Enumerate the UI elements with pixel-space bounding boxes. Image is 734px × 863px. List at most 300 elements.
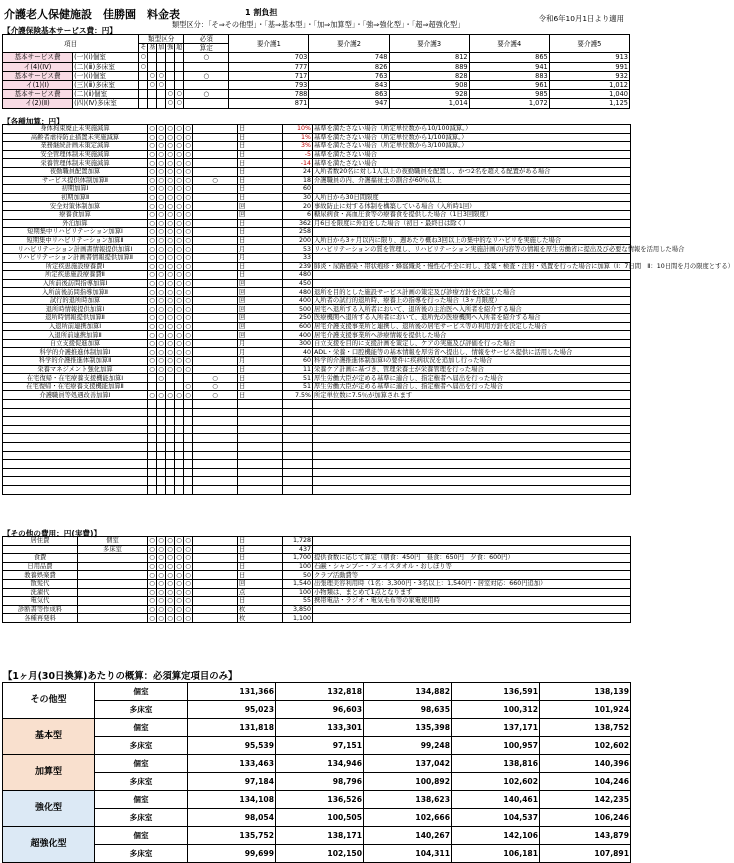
type-flag: ○ xyxy=(185,288,191,296)
estimate-value: 99,699 xyxy=(188,845,276,863)
required-flag xyxy=(193,597,238,606)
estimate-value: 100,505 xyxy=(276,809,364,827)
fee-value: 932 xyxy=(549,71,629,80)
required-flag: ○ xyxy=(184,53,229,62)
table-row xyxy=(3,545,631,554)
fee-value: 947 xyxy=(309,99,389,108)
empty-cell xyxy=(148,451,157,460)
type-flag: ○ xyxy=(167,176,173,184)
type-flag: ○ xyxy=(167,563,173,571)
type-flag: ○ xyxy=(167,279,173,287)
type-flag: ○ xyxy=(185,571,191,579)
service-name: 基本サービス費 xyxy=(3,71,73,80)
room-type: (二)(ⅱ)個室 xyxy=(73,90,139,99)
type-flag: ○ xyxy=(185,322,191,330)
type-flag xyxy=(139,80,148,89)
table-row xyxy=(3,719,631,737)
unit: 回 xyxy=(238,210,283,219)
empty-cell xyxy=(166,425,175,434)
required-flag xyxy=(193,253,238,262)
addition-name: 入所前後訪問指導加算Ⅰ xyxy=(3,279,148,288)
type-flag: ○ xyxy=(158,228,164,236)
empty-cell xyxy=(193,425,238,434)
empty-cell xyxy=(184,442,193,451)
table-row xyxy=(3,296,631,305)
fee-value: 788 xyxy=(229,90,309,99)
fee-value: 717 xyxy=(229,71,309,80)
estimate-value: 100,892 xyxy=(364,773,452,791)
type-flag: ○ xyxy=(149,159,155,167)
table-row xyxy=(3,279,631,288)
type-flag: ○ xyxy=(149,133,155,141)
type-flag: ○ xyxy=(176,545,182,553)
empty-row xyxy=(3,468,631,477)
cost-description xyxy=(313,537,631,546)
required-flag xyxy=(193,322,238,331)
empty-cell xyxy=(148,477,157,486)
empty-cell xyxy=(148,485,157,494)
type-flag: ○ xyxy=(185,606,191,614)
fee-value: 843 xyxy=(309,80,389,89)
table-row xyxy=(3,331,631,340)
column-header-type-code: そ xyxy=(140,44,147,52)
addition-value: 300 xyxy=(283,339,313,348)
addition-value: 60 xyxy=(283,357,313,366)
type-flag: ○ xyxy=(185,254,191,262)
section-other-title: 【その他の費用：円(実費)】 xyxy=(3,529,102,538)
cost-sub xyxy=(78,562,148,571)
section-additions-title: 【各種加算：円】 xyxy=(3,117,64,126)
addition-description: 月6日を限度に外泊をした場合（初日・最終日は除く） xyxy=(313,219,631,228)
estimate-value: 135,752 xyxy=(188,827,276,845)
unit: 月 xyxy=(238,348,283,357)
required-flag xyxy=(193,571,238,580)
addition-name: 安全管理体制未実施減算 xyxy=(3,150,148,159)
fee-value: 961 xyxy=(469,80,549,89)
type-flag: ○ xyxy=(185,597,191,605)
column-header-type-code: 超 xyxy=(176,44,183,52)
type-flag: ○ xyxy=(176,176,182,184)
addition-description: 居宅介護支援事業所と連携し、退所後の居宅サービス等の利用方針を決定した場合 xyxy=(313,322,631,331)
table-row xyxy=(3,537,631,546)
type-flag: ○ xyxy=(176,537,182,545)
type-flag: ○ xyxy=(185,245,191,253)
addition-name: 入退所前連携加算Ⅰ xyxy=(3,322,148,331)
type-flag: ○ xyxy=(158,185,164,193)
type-flag xyxy=(157,53,166,62)
required-flag xyxy=(193,605,238,614)
required-flag xyxy=(193,348,238,357)
type-flag: ○ xyxy=(167,262,173,270)
type-flag: ○ xyxy=(158,81,164,89)
empty-cell xyxy=(148,400,157,409)
table-row xyxy=(3,562,631,571)
unit: 日 xyxy=(238,185,283,194)
cost-sub xyxy=(78,614,148,623)
type-flag: ○ xyxy=(149,391,155,399)
type-flag: ○ xyxy=(149,237,155,245)
cost-description xyxy=(313,605,631,614)
column-header-type-code: 加 xyxy=(158,44,165,52)
other-costs-table xyxy=(2,536,631,623)
type-flag: ○ xyxy=(149,588,155,596)
empty-cell xyxy=(3,425,148,434)
type-flag: ○ xyxy=(176,563,182,571)
type-flag: ○ xyxy=(167,580,173,588)
addition-description: 基準を満たさない場合 xyxy=(313,150,631,159)
fee-value: 1,012 xyxy=(549,80,629,89)
fee-value: 928 xyxy=(389,90,469,99)
type-flag xyxy=(184,374,193,383)
empty-cell xyxy=(148,468,157,477)
addition-name: 外泊加算 xyxy=(3,219,148,228)
addition-description xyxy=(313,185,631,194)
cost-sub: 多床室 xyxy=(78,545,148,554)
addition-description: 入所者の試行的退所時、療養上の指導を行った場合（3ヶ月限度） xyxy=(313,296,631,305)
fee-value: 883 xyxy=(469,71,549,80)
type-flag: ○ xyxy=(167,554,173,562)
unit: 日 xyxy=(238,382,283,391)
type-flag: ○ xyxy=(158,254,164,262)
required-flag xyxy=(193,185,238,194)
type-flag: ○ xyxy=(167,545,173,553)
addition-value: 60 xyxy=(283,185,313,194)
empty-cell xyxy=(313,408,631,417)
cost-description xyxy=(313,545,631,554)
empty-cell xyxy=(313,468,631,477)
table-row xyxy=(3,348,631,357)
required-flag xyxy=(193,357,238,366)
type-flag: ○ xyxy=(176,185,182,193)
estimate-value: 100,957 xyxy=(452,737,540,755)
column-header-level: 要介護5 xyxy=(549,35,629,53)
type-flag: ○ xyxy=(167,340,173,348)
type-flag: ○ xyxy=(158,237,164,245)
type-flag: ○ xyxy=(158,348,164,356)
empty-cell xyxy=(238,434,283,443)
required-flag xyxy=(193,288,238,297)
type-flag xyxy=(166,80,175,89)
empty-cell xyxy=(175,425,184,434)
addition-value: 24 xyxy=(283,167,313,176)
empty-cell xyxy=(193,408,238,417)
estimate-value: 96,603 xyxy=(276,701,364,719)
estimate-value: 107,891 xyxy=(540,845,631,863)
estimate-value: 102,150 xyxy=(276,845,364,863)
table-row xyxy=(3,90,630,99)
addition-value: 51 xyxy=(283,382,313,391)
addition-name: 在宅復帰・在宅療養支援機能加算Ⅰ xyxy=(3,374,148,383)
table-row xyxy=(3,791,631,809)
cost-description: 携帯電話・ラジオ・電気毛布等の家電使用時 xyxy=(313,597,631,606)
type-flag: ○ xyxy=(176,194,182,202)
required-flag xyxy=(193,228,238,237)
addition-name: 身体拘束廃止未実施減算 xyxy=(3,125,148,134)
empty-cell xyxy=(184,417,193,426)
estimate-value: 102,602 xyxy=(452,773,540,791)
empty-row xyxy=(3,485,631,494)
type-flag: ○ xyxy=(167,348,173,356)
type-flag: ○ xyxy=(176,340,182,348)
fee-value: 985 xyxy=(469,90,549,99)
type-flag xyxy=(166,53,175,62)
empty-row xyxy=(3,417,631,426)
empty-cell xyxy=(313,451,631,460)
required-flag xyxy=(193,545,238,554)
estimate-value: 106,181 xyxy=(452,845,540,863)
unit: 回 xyxy=(238,322,283,331)
addition-description: 厚生労働大臣が定める基準に適合し、指定権者へ届出を行った場合 xyxy=(313,374,631,383)
required-flag xyxy=(193,133,238,142)
addition-name: サービス提供体制加算Ⅱ xyxy=(3,176,148,185)
type-flag: ○ xyxy=(185,588,191,596)
room-type: (一)(ⅰ)個室 xyxy=(73,71,139,80)
type-flag: ○ xyxy=(158,537,164,545)
table-row xyxy=(3,588,631,597)
type-flag xyxy=(148,382,157,391)
estimate-value: 101,924 xyxy=(540,701,631,719)
addition-value: 40 xyxy=(283,348,313,357)
empty-cell xyxy=(184,460,193,469)
type-flag: ○ xyxy=(149,219,155,227)
addition-name: 入所前後訪問指導加算Ⅱ xyxy=(3,288,148,297)
required-flag xyxy=(193,331,238,340)
estimate-value: 104,246 xyxy=(540,773,631,791)
unit: 回 xyxy=(238,202,283,211)
type-flag: ○ xyxy=(176,588,182,596)
room-type: (二)(ⅲ)多床室 xyxy=(73,62,139,71)
empty-cell xyxy=(175,417,184,426)
required-flag xyxy=(193,167,238,176)
type-flag: ○ xyxy=(176,142,182,150)
type-flag: ○ xyxy=(149,545,155,553)
type-flag: ○ xyxy=(176,279,182,287)
monthly-estimate-table xyxy=(2,682,631,863)
type-flag: ○ xyxy=(149,288,155,296)
unit: 日 xyxy=(238,159,283,168)
type-flag: ○ xyxy=(176,237,182,245)
type-flag: ○ xyxy=(149,279,155,287)
addition-name: 所定疾患施設療養費Ⅱ xyxy=(3,271,148,280)
type-flag: ○ xyxy=(167,271,173,279)
estimate-value: 104,311 xyxy=(364,845,452,863)
table-row xyxy=(3,605,631,614)
empty-cell xyxy=(283,485,313,494)
required-flag xyxy=(193,296,238,305)
column-header-type-code: 強 xyxy=(167,44,174,52)
fee-value: 828 xyxy=(389,71,469,80)
type-flag: ○ xyxy=(176,125,182,133)
addition-name: 短期集中リハビリテーション加算Ⅰ xyxy=(3,228,148,237)
type-flag: ○ xyxy=(158,271,164,279)
empty-row xyxy=(3,400,631,409)
unit: 日 xyxy=(238,374,283,383)
copay-label: 1 割負担 xyxy=(245,8,278,17)
fee-value: 913 xyxy=(549,53,629,62)
table-row xyxy=(3,737,631,755)
addition-description: 退所を目的とした施設サービス計画の策定及び診療方針を決定した場合 xyxy=(313,288,631,297)
estimate-value: 98,796 xyxy=(276,773,364,791)
addition-description: ADL・栄養・口腔機能等の基本情報を厚労省へ提出し、情報をサービス提供に活用した場合 xyxy=(313,348,631,357)
type-flag: ○ xyxy=(185,151,191,159)
addition-description: 居宅へ退所する入所者において、退所後の主治医へ入所者を紹介する場合 xyxy=(313,305,631,314)
empty-cell xyxy=(184,434,193,443)
estimate-value: 134,108 xyxy=(188,791,276,809)
room-type: 個室 xyxy=(95,791,188,809)
empty-cell xyxy=(193,460,238,469)
table-header-row xyxy=(3,35,630,44)
cost-sub xyxy=(78,579,148,588)
estimate-value: 137,171 xyxy=(452,719,540,737)
type-flag: ○ xyxy=(158,374,164,382)
empty-cell xyxy=(157,477,166,486)
type-flag: ○ xyxy=(167,254,173,262)
estimate-value: 138,752 xyxy=(540,719,631,737)
cost-value: 437 xyxy=(283,545,313,554)
addition-description: 医療機関へ退所する入所者において、退所先の医療機関へ入所者を紹介する場合 xyxy=(313,314,631,323)
required-flag xyxy=(184,99,229,108)
empty-cell xyxy=(175,434,184,443)
fee-value: 748 xyxy=(309,53,389,62)
table-row xyxy=(3,357,631,366)
empty-cell xyxy=(157,417,166,426)
fee-value: 703 xyxy=(229,53,309,62)
type-flag: ○ xyxy=(176,159,182,167)
type-flag: ○ xyxy=(185,279,191,287)
empty-cell xyxy=(157,408,166,417)
estimate-value: 137,042 xyxy=(364,755,452,773)
empty-cell xyxy=(166,408,175,417)
empty-cell xyxy=(166,468,175,477)
type-flag: ○ xyxy=(176,245,182,253)
type-flag: ○ xyxy=(167,211,173,219)
addition-description xyxy=(313,228,631,237)
required-flag xyxy=(193,245,238,254)
type-flag xyxy=(157,382,166,391)
cost-value: 100 xyxy=(283,562,313,571)
addition-name: 短期集中リハビリテーション加算Ⅱ xyxy=(3,236,148,245)
type-flag: ○ xyxy=(176,597,182,605)
type-flag: ○ xyxy=(167,151,173,159)
addition-value: 18 xyxy=(283,176,313,185)
addition-description: リハビリテーションの質を管理し、リハビリテーション実施計画の内容等の情報を厚生労働省に提出及び必要な情報を活用した場合 xyxy=(314,245,685,253)
type-flag xyxy=(148,374,157,383)
cost-value: 1,540 xyxy=(283,579,313,588)
type-flag: ○ xyxy=(149,348,155,356)
estimate-value: 102,602 xyxy=(540,737,631,755)
type-flag xyxy=(166,382,175,391)
type-flag: ○ xyxy=(158,142,164,150)
type-flag: ○ xyxy=(149,81,155,89)
type-flag: ○ xyxy=(167,365,173,373)
required-flag xyxy=(193,562,238,571)
type-flag: ○ xyxy=(149,125,155,133)
addition-description: 基準を満たさない場合（所定単位数から10/100減算。） xyxy=(313,125,631,134)
empty-cell xyxy=(283,442,313,451)
addition-description: 入所者数20名に対し1人以上の夜勤職員を配置し、かつ2名を超える配置がある場合 xyxy=(313,167,631,176)
table-row xyxy=(3,809,631,827)
type-flag: ○ xyxy=(149,211,155,219)
table-row xyxy=(3,554,631,563)
empty-cell xyxy=(157,460,166,469)
table-row xyxy=(3,71,630,80)
type-name: 加算型 xyxy=(3,755,95,791)
table-row xyxy=(3,571,631,580)
estimate-value: 97,151 xyxy=(276,737,364,755)
type-flag: ○ xyxy=(149,297,155,305)
empty-cell xyxy=(3,434,148,443)
table-row xyxy=(3,755,631,773)
table-row xyxy=(3,288,631,297)
unit: 日 xyxy=(238,262,283,271)
addition-value: -14 xyxy=(283,159,313,168)
section-estimate-title: 【1ヶ月(30日換算)あたりの概算：必須算定項目のみ】 xyxy=(3,671,238,682)
type-flag: ○ xyxy=(158,245,164,253)
type-flag: ○ xyxy=(149,597,155,605)
estimate-value: 98,054 xyxy=(188,809,276,827)
estimate-value: 131,818 xyxy=(188,719,276,737)
table-row xyxy=(3,339,631,348)
table-row xyxy=(3,125,631,134)
room-type: 個室 xyxy=(95,719,188,737)
required-flag xyxy=(193,314,238,323)
addition-description: 入所日から3ヶ月以内に限り、週あたり概ね3回以上の集中的なリハビリを実施した場合 xyxy=(313,236,631,245)
addition-value: 239 xyxy=(283,262,313,271)
fee-value: 812 xyxy=(389,53,469,62)
type-flag: ○ xyxy=(185,228,191,236)
unit: 日 xyxy=(238,571,283,580)
unit: 枚 xyxy=(238,614,283,623)
type-flag: ○ xyxy=(149,554,155,562)
service-name: 基本サービス費 xyxy=(3,53,73,62)
addition-value: 600 xyxy=(283,322,313,331)
cost-name: 居住費 xyxy=(3,537,78,546)
table-row xyxy=(3,80,630,89)
empty-cell xyxy=(184,468,193,477)
type-flag: ○ xyxy=(185,142,191,150)
cost-sub xyxy=(78,597,148,606)
estimate-value: 135,398 xyxy=(364,719,452,737)
type-name: 強化型 xyxy=(3,791,95,827)
required-flag: ○ xyxy=(193,374,238,383)
table-row xyxy=(3,142,631,151)
type-flag: ○ xyxy=(167,202,173,210)
empty-cell xyxy=(283,417,313,426)
type-flag: ○ xyxy=(158,571,164,579)
empty-cell xyxy=(283,434,313,443)
required-flag xyxy=(193,537,238,546)
type-flag: ○ xyxy=(185,237,191,245)
service-name: 基本サービス費 xyxy=(3,90,73,99)
addition-value: -5 xyxy=(283,150,313,159)
cost-sub xyxy=(78,571,148,580)
unit: 月 xyxy=(238,245,283,254)
type-flag xyxy=(148,62,157,71)
fee-value: 1,040 xyxy=(549,90,629,99)
cost-value: 55 xyxy=(283,597,313,606)
empty-cell xyxy=(166,417,175,426)
type-flag xyxy=(139,90,148,99)
addition-description: 介護職員の内、介護福祉士の割合が60％以上 xyxy=(313,176,631,185)
type-flag: ○ xyxy=(158,357,164,365)
type-flag: ○ xyxy=(176,211,182,219)
type-flag: ○ xyxy=(158,545,164,553)
service-name-sub: イ(1)(Ⅰ) xyxy=(3,80,73,89)
table-row xyxy=(3,597,631,606)
type-flag: ○ xyxy=(167,357,173,365)
addition-name: 科学的介護推進体制加算Ⅰ xyxy=(3,348,148,357)
empty-cell xyxy=(238,400,283,409)
